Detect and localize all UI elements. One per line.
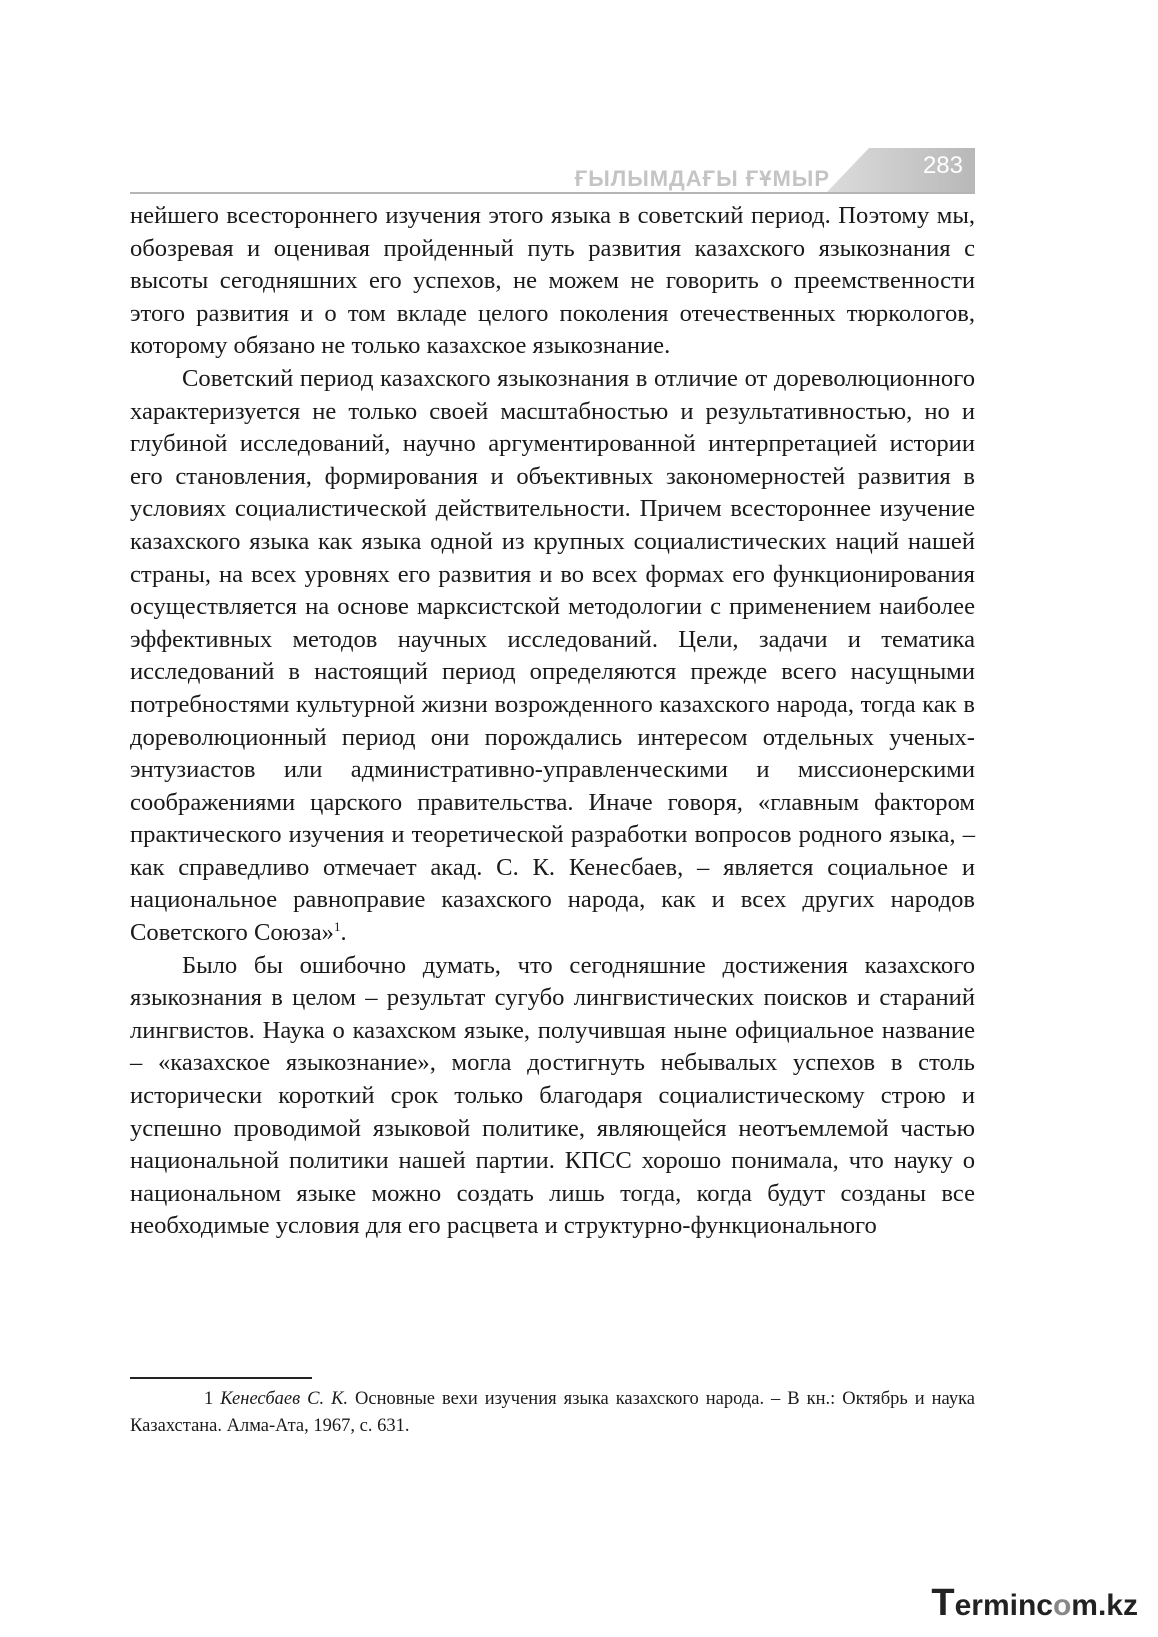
footnote <box>130 1386 975 1440</box>
footnote-rule <box>130 1377 312 1379</box>
footnote-author: Кенесбаев С. К. <box>220 1389 349 1409</box>
watermark-part: erminc <box>954 1589 1053 1622</box>
footnote-line <box>130 1386 975 1440</box>
watermark-part: o <box>1052 1589 1072 1622</box>
paragraph: Было бы ошибочно думать, что сегодняшние достижения казахского языкознания в целом – результат сугубо лингвистических поисков и стараний лингвистов. Наука о казахском языке, получившая ныне официальное название – «казахское языкознание», могла достигнуть небывалых успехов в столь исторически короткий срок только благодаря социалистическому строю и успешно проводимой языковой политике, являющейся неотъемлемой частью национальной политики нашей партии. КПСС хорошо понимала, что науку о национальном языке можно создать лишь тогда, когда будут созданы все необходимые условия для его расцвета и структурно-функционального <box>130 951 975 1240</box>
footnote-text: Основные вехи изучения языка казахского народа. – В кн.: Октябрь и наука Казахстана. Алма-Ата, 1967, с. 631. <box>130 1389 975 1436</box>
paragraph-tail: . <box>340 919 347 947</box>
footnote-number: 1 <box>204 1389 214 1409</box>
page-number: 283 <box>922 152 963 179</box>
running-header <box>130 148 975 194</box>
paragraph-text: Советский период казахского языкознания в отличие от дореволюционного характеризуется не только своей масштабностью и результативностью, но и глубиной исследований, научно аргументированной интерпретацией истории его становления, формирования и объективных закономерностей развития в условиях социалистической действительности. Причем всестороннее изучение казахского языка как языка одной из крупных социалистических наций нашей страны, на всех уровнях его развития и во всех формах его функционирования осуществляется на основе марксистской методологии с применением наиболее эффективных методов научных исследований. Цели, задачи и тематика исследований в настоящий период определяются прежде всего насущными потребностями культурной жизни возрожденного казахского народа, тогда как в дореволюционный период они порождались интересом отдельных ученых-энтузиастов или административно-управленческими и миссионерскими соображениями царского правительства. Иначе говоря, «главным фактором практического изучения и теоретической разработки вопросов родного языка, – как справедливо отмечает акад. С. К. Кенесбаев, – является социальное и национальное равноправие казахского народа, как и всех других народов Советского Союза» <box>130 364 975 947</box>
site-watermark-logo <box>931 1582 1138 1625</box>
body-text <box>130 200 975 1243</box>
watermark-part: T <box>931 1582 955 1624</box>
footnote-reference[interactable]: 1 <box>333 918 341 934</box>
running-title: ҒЫЛЫМДАҒЫ ҒҰМЫР <box>574 166 830 191</box>
paragraph <box>130 363 975 950</box>
paragraph: нейшего всестороннего изучения этого языка в советский период. Поэтому мы, обозревая и оценивая пройденный путь развития казахского языкознания с высоты сегодняшних его успехов, не можем не говорить о преемственности этого развития и о том вкладе целого поколения отечественных тюркологов, которому обязано не только казахское языкознание. <box>130 202 975 360</box>
header-rule <box>130 192 975 194</box>
watermark-part: m.kz <box>1071 1589 1138 1622</box>
